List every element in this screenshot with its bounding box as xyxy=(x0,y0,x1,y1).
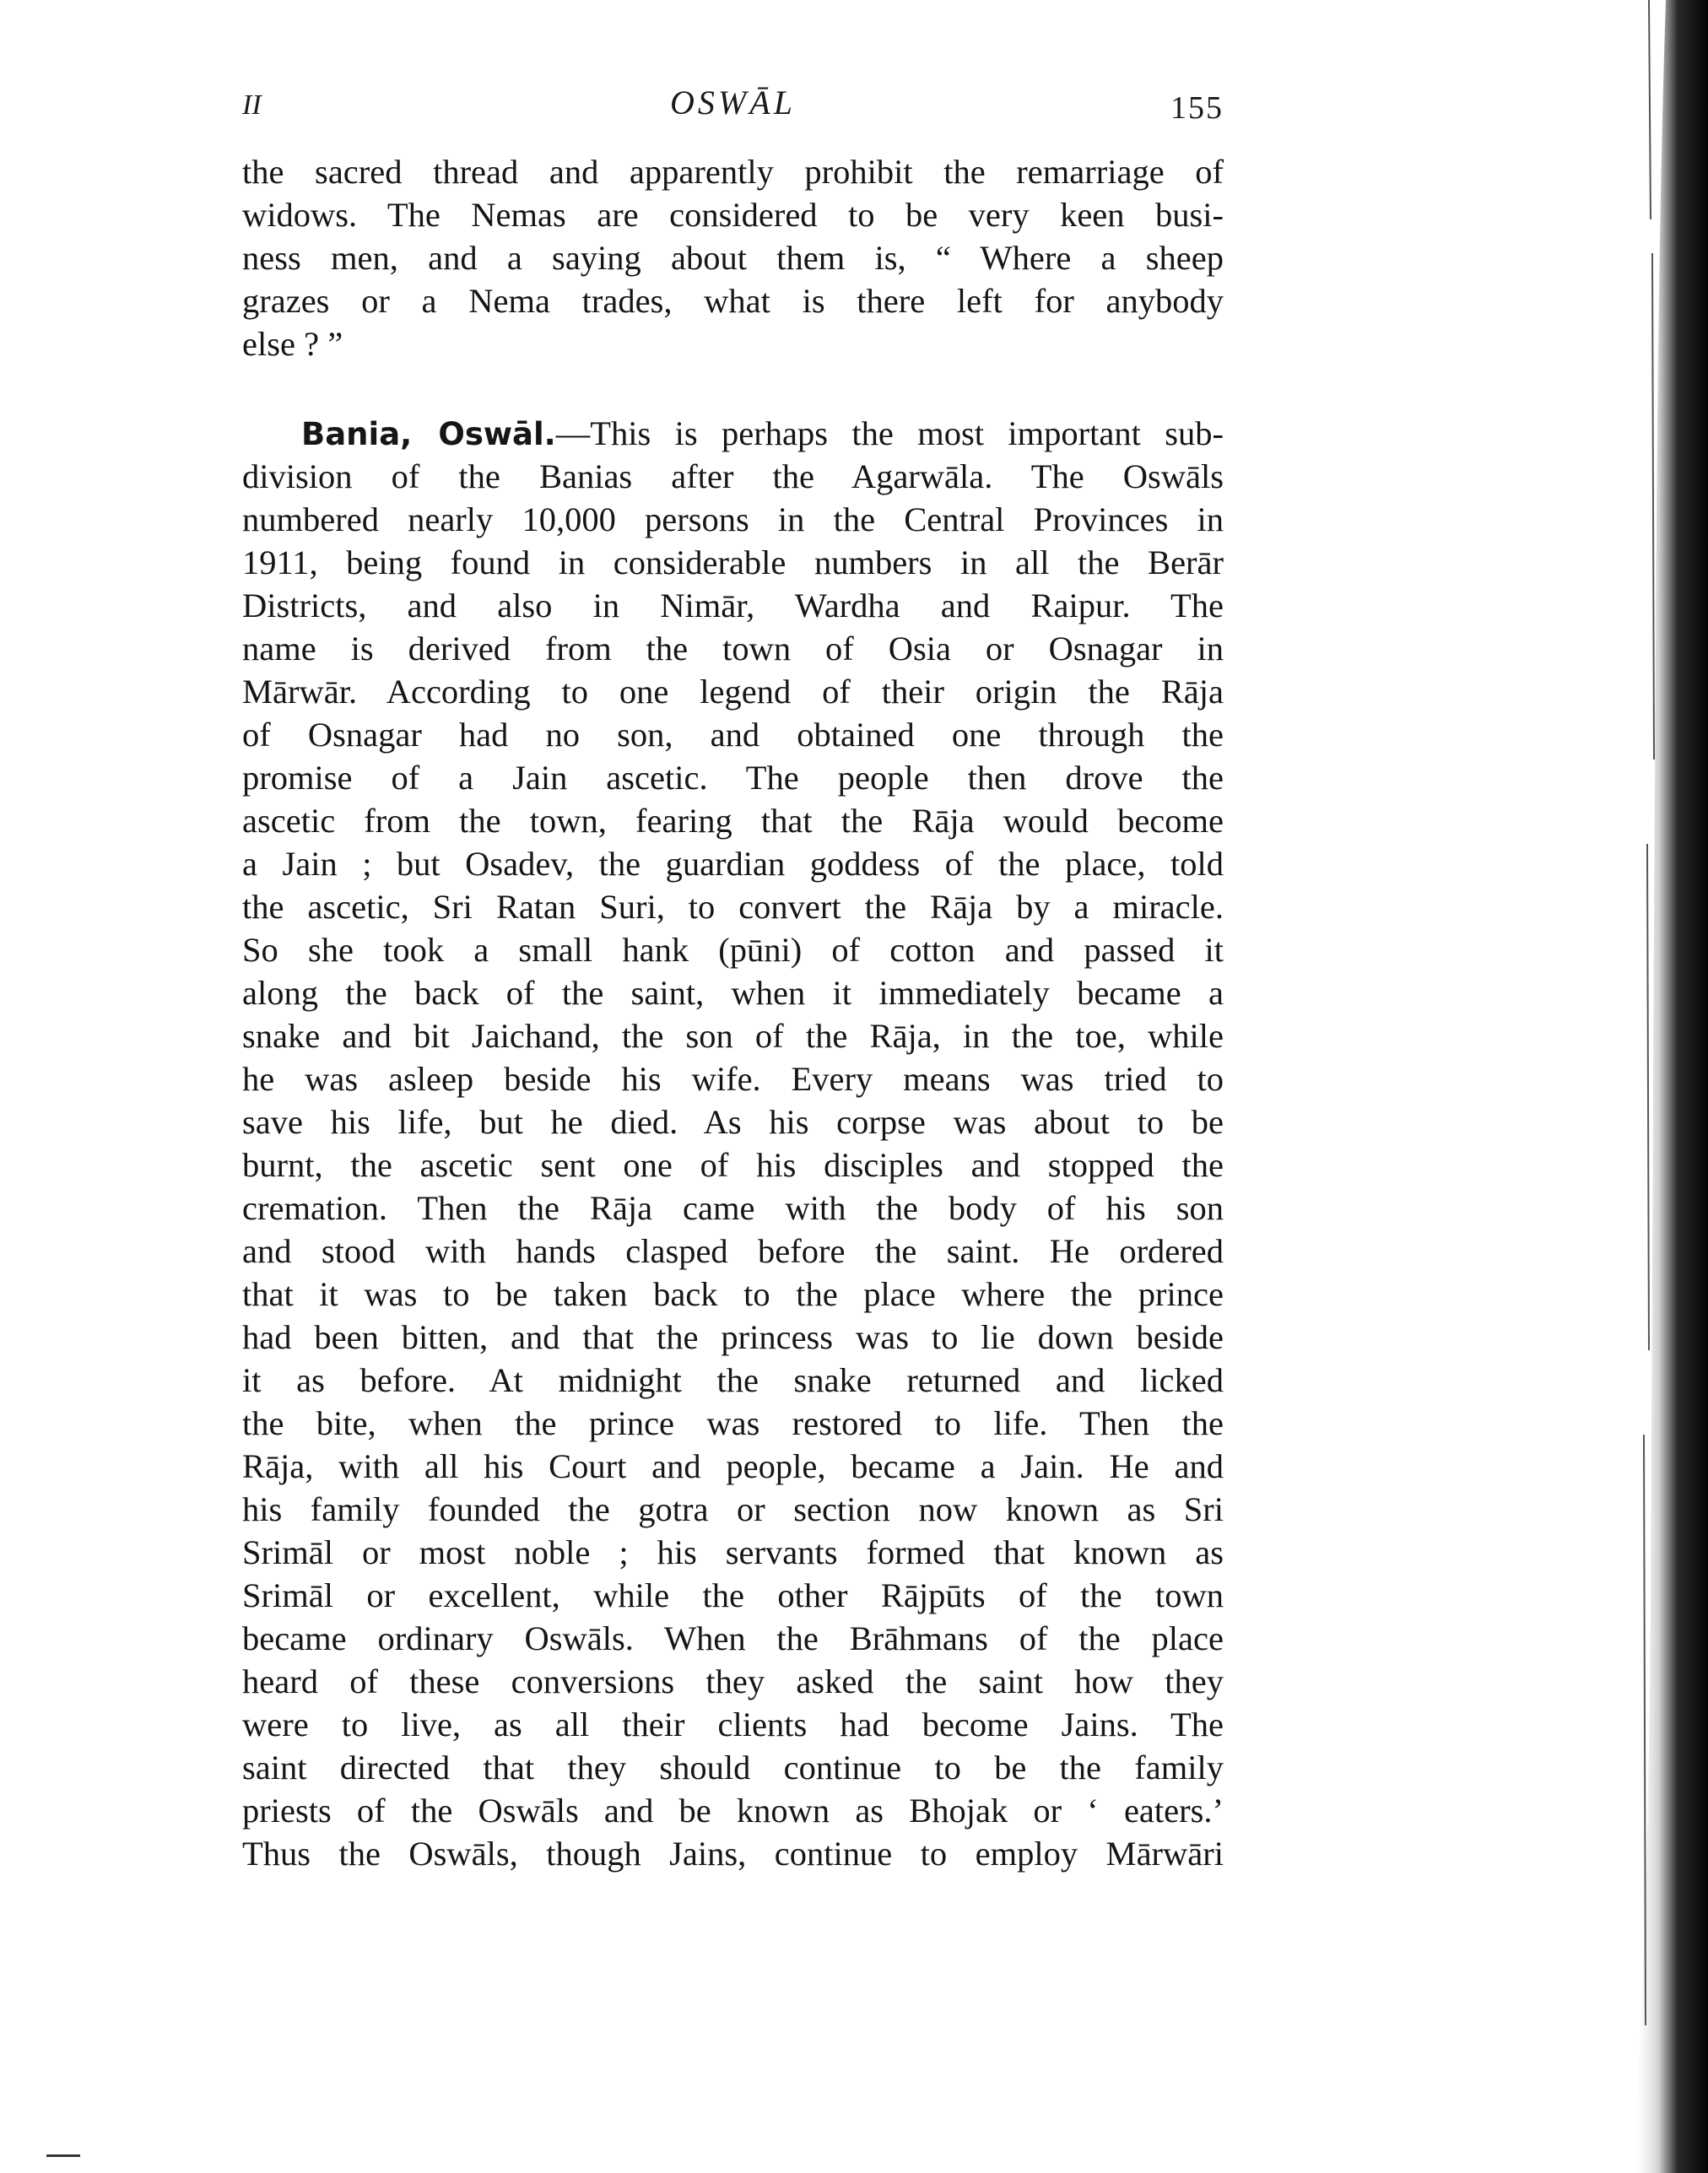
text-line: snake and bit Jaichand, the son of the Rāja, in the toe, while xyxy=(242,1017,1224,1055)
text-line: he was asleep beside his wife. Every means was tried to xyxy=(242,1060,1224,1098)
entry-heading: Bania, Oswāl. xyxy=(301,416,556,452)
body-text xyxy=(242,150,1224,1875)
text-line: heard of these conversions they asked the saint how they xyxy=(242,1662,1224,1700)
text-line: division of the Banias after the Agarwāla. The Oswāls xyxy=(242,457,1224,495)
text-line: became ordinary Oswāls. When the Brāhmans of the place xyxy=(242,1619,1224,1657)
text-line: name is derived from the town of Osia or Osnagar in xyxy=(242,630,1224,668)
paragraph-oswal xyxy=(242,412,1224,1875)
text-line: save his life, but he died. As his corpse was about to be xyxy=(242,1103,1224,1141)
running-title: OSWĀL xyxy=(670,84,796,122)
text-line: had been bitten, and that the princess was to lie down beside xyxy=(242,1318,1224,1356)
text-line-first xyxy=(242,412,1224,455)
text-line: his family founded the gotra or section now known as Sri xyxy=(242,1490,1224,1528)
entry-first-line: —This is perhaps the most important sub- xyxy=(555,414,1224,452)
text-line: numbered nearly 10,000 persons in the Central Provinces in xyxy=(242,500,1224,538)
text-line: priests of the Oswāls and be known as Bhojak or ‘ eaters.’ xyxy=(242,1792,1224,1830)
text-line: ness men, and a saying about them is, “ Where a sheep xyxy=(242,239,1224,277)
text-line: else ? ” xyxy=(242,325,343,363)
text-line: cremation. Then the Rāja came with the body of his son xyxy=(242,1189,1224,1227)
text-line: promise of a Jain ascetic. The people then drove the xyxy=(242,759,1224,797)
text-line: along the back of the saint, when it immediately became a xyxy=(242,974,1224,1012)
page-mark xyxy=(46,2154,80,2157)
text-line: Mārwār. According to one legend of their origin the Rāja xyxy=(242,673,1224,711)
text-line: burnt, the ascetic sent one of his disciples and stopped the xyxy=(242,1146,1224,1184)
text-line: that it was to be taken back to the place where the prince xyxy=(242,1275,1224,1313)
text-line: saint directed that they should continue to be the family xyxy=(242,1749,1224,1787)
paragraph-continuation xyxy=(242,150,1224,365)
text-line: a Jain ; but Osadev, the guardian goddess of the place, told xyxy=(242,845,1224,883)
text-line: the bite, when the prince was restored to life. Then the xyxy=(242,1404,1224,1442)
text-line: So she took a small hank (pūni) of cotton and passed it xyxy=(242,931,1224,969)
text-line: Srimāl or excellent, while the other Rājpūts of the town xyxy=(242,1576,1224,1614)
page-number: 155 xyxy=(1170,90,1224,126)
page-edge-shadow xyxy=(1598,0,1708,2173)
paragraph-gap xyxy=(242,365,1224,412)
text-line: and stood with hands clasped before the saint. He ordered xyxy=(242,1232,1224,1270)
text-line: were to live, as all their clients had become Jains. The xyxy=(242,1705,1224,1743)
text-line: widows. The Nemas are considered to be very keen busi- xyxy=(242,196,1224,234)
text-line: it as before. At midnight the snake returned and licked xyxy=(242,1361,1224,1399)
volume-number: II xyxy=(242,89,262,121)
text-line: 1911, being found in considerable numbers in all the Berār xyxy=(242,543,1224,581)
text-line: Srimāl or most noble ; his servants formed that known as xyxy=(242,1533,1224,1571)
text-line: grazes or a Nema trades, what is there left for anybody xyxy=(242,282,1224,320)
text-line: Districts, and also in Nimār, Wardha and Raipur. The xyxy=(242,586,1224,624)
text-line: Thus the Oswāls, though Jains, continue to employ Mārwāri xyxy=(242,1835,1224,1873)
text-line: the sacred thread and apparently prohibit the remarriage of xyxy=(242,153,1224,191)
running-header xyxy=(242,83,1224,130)
text-line: Rāja, with all his Court and people, became a Jain. He and xyxy=(242,1447,1224,1485)
text-line: of Osnagar had no son, and obtained one through the xyxy=(242,716,1224,754)
text-line: the ascetic, Sri Ratan Suri, to convert the Rāja by a miracle. xyxy=(242,888,1224,926)
text-line: ascetic from the town, fearing that the Rāja would become xyxy=(242,802,1224,840)
